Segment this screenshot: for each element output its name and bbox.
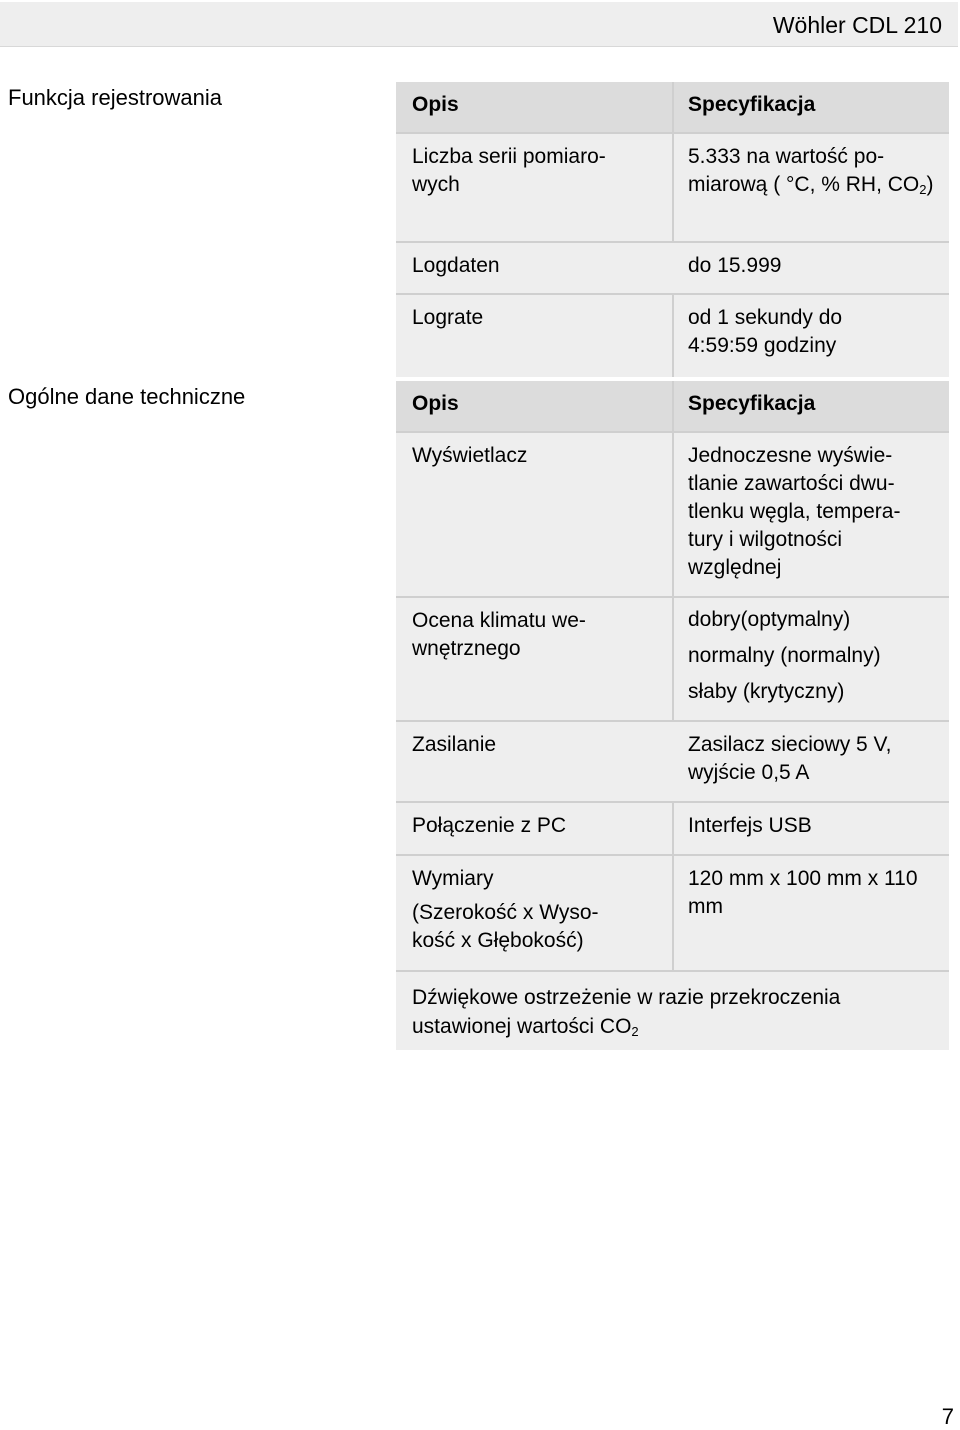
row-description: Wyświetlacz — [412, 444, 528, 467]
table-row — [396, 134, 949, 243]
table-header-row — [396, 381, 949, 433]
section-label-logging: Funkcja rejestrowania — [8, 85, 222, 110]
table-row — [396, 856, 949, 972]
row-specification: do 15.999 — [688, 254, 782, 277]
row-specification: 120 mm x 100 mm x 110 mm — [688, 867, 918, 918]
general-table — [396, 381, 949, 1050]
col-header-specification: Specyfikacja — [688, 93, 816, 116]
page-number: 7 — [941, 1404, 954, 1429]
col-header-description: Opis — [412, 93, 459, 116]
table-row — [396, 295, 949, 377]
row-specification: Interfejs USB — [688, 814, 812, 837]
row-specification: dobry(optymalny) normalny (normalny) słaby (krytyczny) — [688, 608, 881, 703]
row-description: Lograte — [412, 306, 484, 329]
row-specification: Zasilacz sieciowy 5 V, wyjście 0,5 A — [688, 733, 892, 784]
col-header-specification: Specyfikacja — [688, 392, 816, 415]
logging-table — [396, 82, 949, 377]
table-row — [396, 598, 949, 722]
row-specification: 5.333 na wartość po-miarową ( °C, % RH, $CO_2$) — [688, 145, 934, 197]
row-description: Zasilanie — [412, 733, 497, 756]
row-description: Połączenie z PC — [412, 814, 567, 837]
row-description: Wymiary (Szerokość x Wyso-kość x Głębokość) — [412, 867, 599, 952]
section-label-general: Ogólne dane techniczne — [8, 384, 246, 409]
page-header — [0, 2, 958, 47]
table-row — [396, 803, 949, 856]
alarm-note: Dźwiękowe ostrzeżenie w razie przekroczenia ustawionej wartości $CO_2$ — [412, 986, 841, 1039]
row-description: Ocena klimatu we-wnętrznego — [412, 609, 586, 660]
row-specification: od 1 sekundy do 4:59:59 godziny — [688, 306, 843, 357]
row-specification: Jednoczesne wyświe-tlanie zawartości dwu-tlenku węgla, tempera-tury i wilgotności względnej — [688, 444, 901, 579]
header-title: Wöhler CDL 210 — [772, 12, 942, 38]
col-header-description: Opis — [412, 392, 459, 415]
table-row — [396, 243, 949, 295]
row-description: Liczba serii pomiaro-wych — [412, 145, 606, 196]
table-row — [396, 433, 949, 598]
table-row — [396, 722, 949, 803]
row-description: Logdaten — [412, 254, 500, 277]
table-row — [396, 972, 949, 1050]
table-header-row — [396, 82, 949, 134]
